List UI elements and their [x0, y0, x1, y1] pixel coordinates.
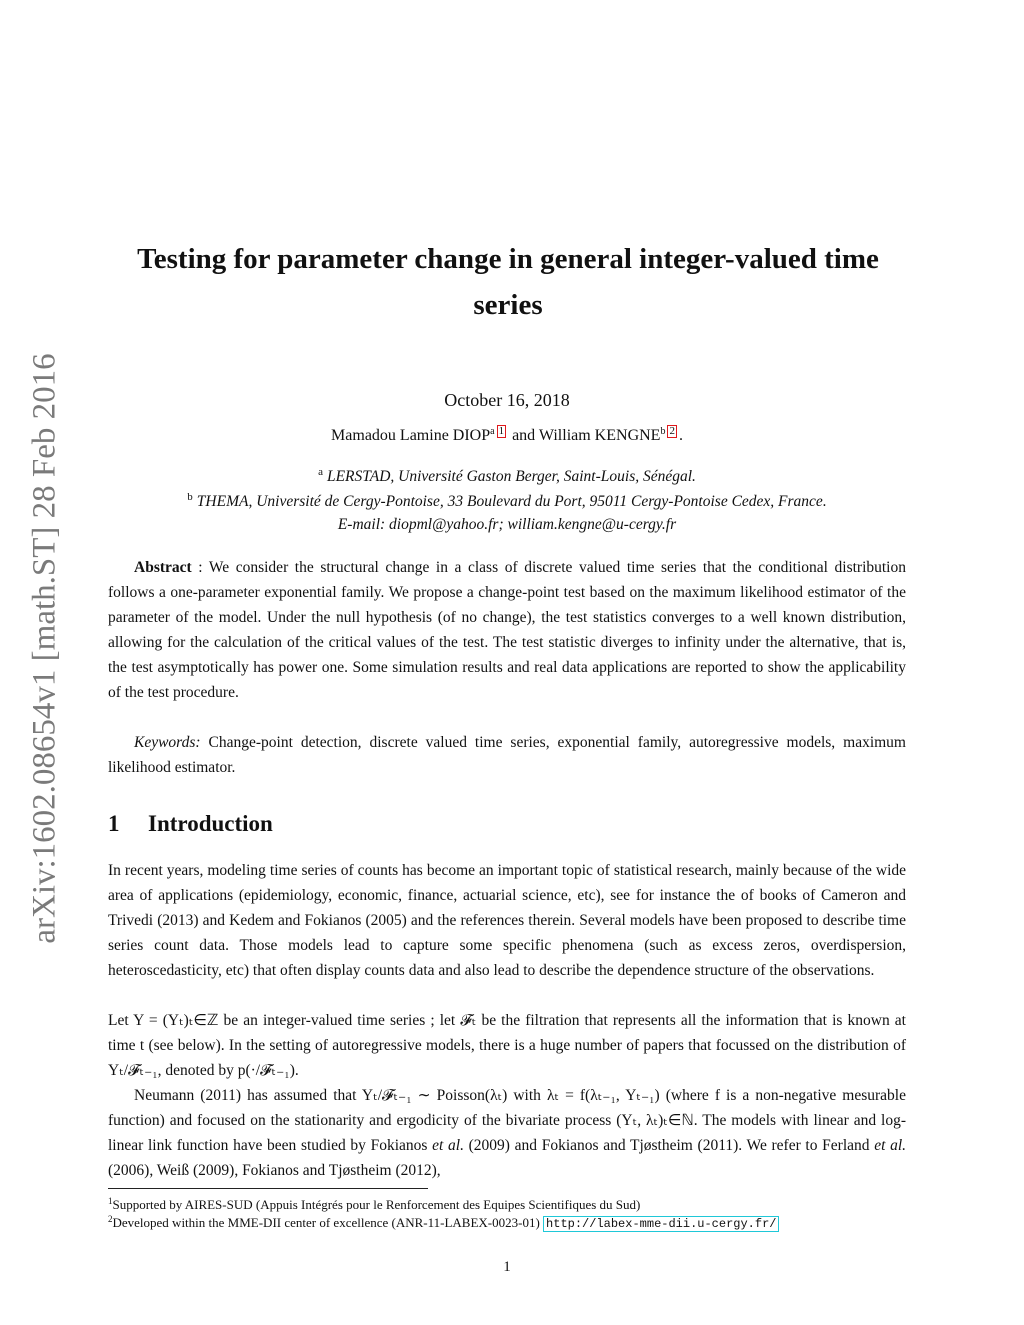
footnote-mark: 1	[108, 1196, 113, 1206]
footnote-text: Developed within the MME-DII center of excellence (ANR-11-LABEX-0023-01)	[112, 1215, 544, 1230]
paragraph-italic: et al.	[874, 1137, 907, 1154]
footnote-link[interactable]: 2	[669, 425, 675, 437]
email-line: E-mail: diopml@yahoo.fr; william.kengne@u-cergy.fr	[337, 516, 677, 533]
paragraph-text: Neumann (2011) has assumed that Yₜ/𝓕ₜ₋₁ ∼ Poisson(λₜ) with λₜ = f(λₜ₋₁, Yₜ₋₁) (where f is a non-negative mesurable function) and focused on the stationarity and ergodicity of the bivariate process (Yₜ, λₜ)ₜ∈ℕ. The models with linear and log-linear link function have been studied by Fokianos	[108, 1087, 906, 1154]
paper-title: Testing for parameter change in general integer-valued time series	[137, 243, 879, 321]
author-name: William KENGNE	[538, 427, 661, 444]
arxiv-identifier-text: arXiv:1602.08654v1 [math.ST] 28 Feb 2016	[26, 352, 63, 944]
affiliation	[0, 491, 1014, 511]
paragraph-text: (2009) and Fokianos and Tjøstheim (2011). We refer to Ferland	[463, 1137, 875, 1154]
keywords-text: Change-point detection, discrete valued time series, exponential family, autoregressive models, maximum likelihood estimator.	[108, 734, 906, 776]
footnote	[108, 1193, 906, 1213]
abstract-label: Abstract	[134, 559, 192, 576]
footnote-divider	[108, 1188, 428, 1189]
author-connector: and	[508, 427, 539, 444]
footnote	[108, 1211, 906, 1232]
affiliation-mark: b	[660, 426, 666, 437]
author-line-trail: .	[678, 427, 683, 444]
footnote-text: Supported by AIRES-SUD (Appuis Intégrés pour le Renforcement des Equipes Scientifiques du Sud)	[112, 1197, 641, 1212]
paragraph: Let Y = (Yₜ)ₜ∈ℤ be an integer-valued time series ; let 𝓕ₜ be the filtration that represents all the information that is known at time t (see below). In the setting of autoregressive models, there is a huge number of papers that focussed on the distribution of Yₜ/𝓕ₜ₋₁, denoted by p(·/𝓕ₜ₋₁).	[108, 1012, 906, 1079]
paper-date: October 16, 2018	[444, 390, 570, 410]
abstract	[108, 555, 906, 705]
page-number: 1	[503, 1259, 511, 1275]
author-line	[0, 425, 1014, 445]
affiliation-mark: a	[490, 426, 495, 437]
section-title: Introduction	[148, 811, 273, 836]
keywords	[108, 730, 906, 780]
keywords-label: Keywords:	[134, 734, 201, 751]
affiliation-mark: a	[318, 466, 323, 478]
footnote-link[interactable]: 1	[498, 425, 505, 437]
affiliation	[0, 466, 1014, 486]
footnote-mark: 2	[108, 1214, 113, 1224]
paragraph: In recent years, modeling time series of counts has become an important topic of statistical research, mainly because of the wide area of applications (epidemiology, economic, finance, actuarial science, etc), see for instance the of books of Cameron and Trivedi (2013) and Kedem and Fokianos (2005) and the references therein. Several models have been proposed to describe time series count data. Those models lead to capture some specific phenomena (such as excess zeros, overdispersion, heteroscedasticity, etc) that often display counts data and also lead to describe the dependence structure of the observations.	[108, 862, 906, 979]
affiliation-text: THEMA, Université de Cergy-Pontoise, 33 Boulevard du Port, 95011 Cergy-Pontoise Cedex, France.	[196, 493, 827, 510]
section-heading	[108, 811, 273, 837]
footnote-url-link[interactable]: http://labex-mme-dii.u-cergy.fr/	[543, 1216, 779, 1232]
abstract-text: : We consider the structural change in a class of discrete valued time series that the conditional distribution follows a one-parameter exponential family. We propose a change-point test based on the maximum likelihood estimator of the parameter of the model. Under the null hypothesis (of no change), the test statistics converges to a well known distribution, allowing for the calculation of the critical values of the test. The test statistic diverges to infinity under the alternative, that is, the test asymptotically has power one. Some simulation results and real data applications are reported to show the applicability of the test procedure.	[108, 559, 906, 701]
author-name: Mamadou Lamine DIOP	[331, 427, 491, 444]
paragraph-text: (2006), Weiß (2009), Fokianos and Tjøstheim (2012),	[108, 1162, 441, 1179]
section-number: 1	[108, 811, 120, 836]
affiliation-text: LERSTAD, Université Gaston Berger, Saint-Louis, Sénégal.	[326, 468, 696, 485]
affiliation-mark: b	[187, 491, 193, 503]
paragraph-italic: et al.	[432, 1137, 464, 1154]
paragraph	[108, 1083, 906, 1183]
